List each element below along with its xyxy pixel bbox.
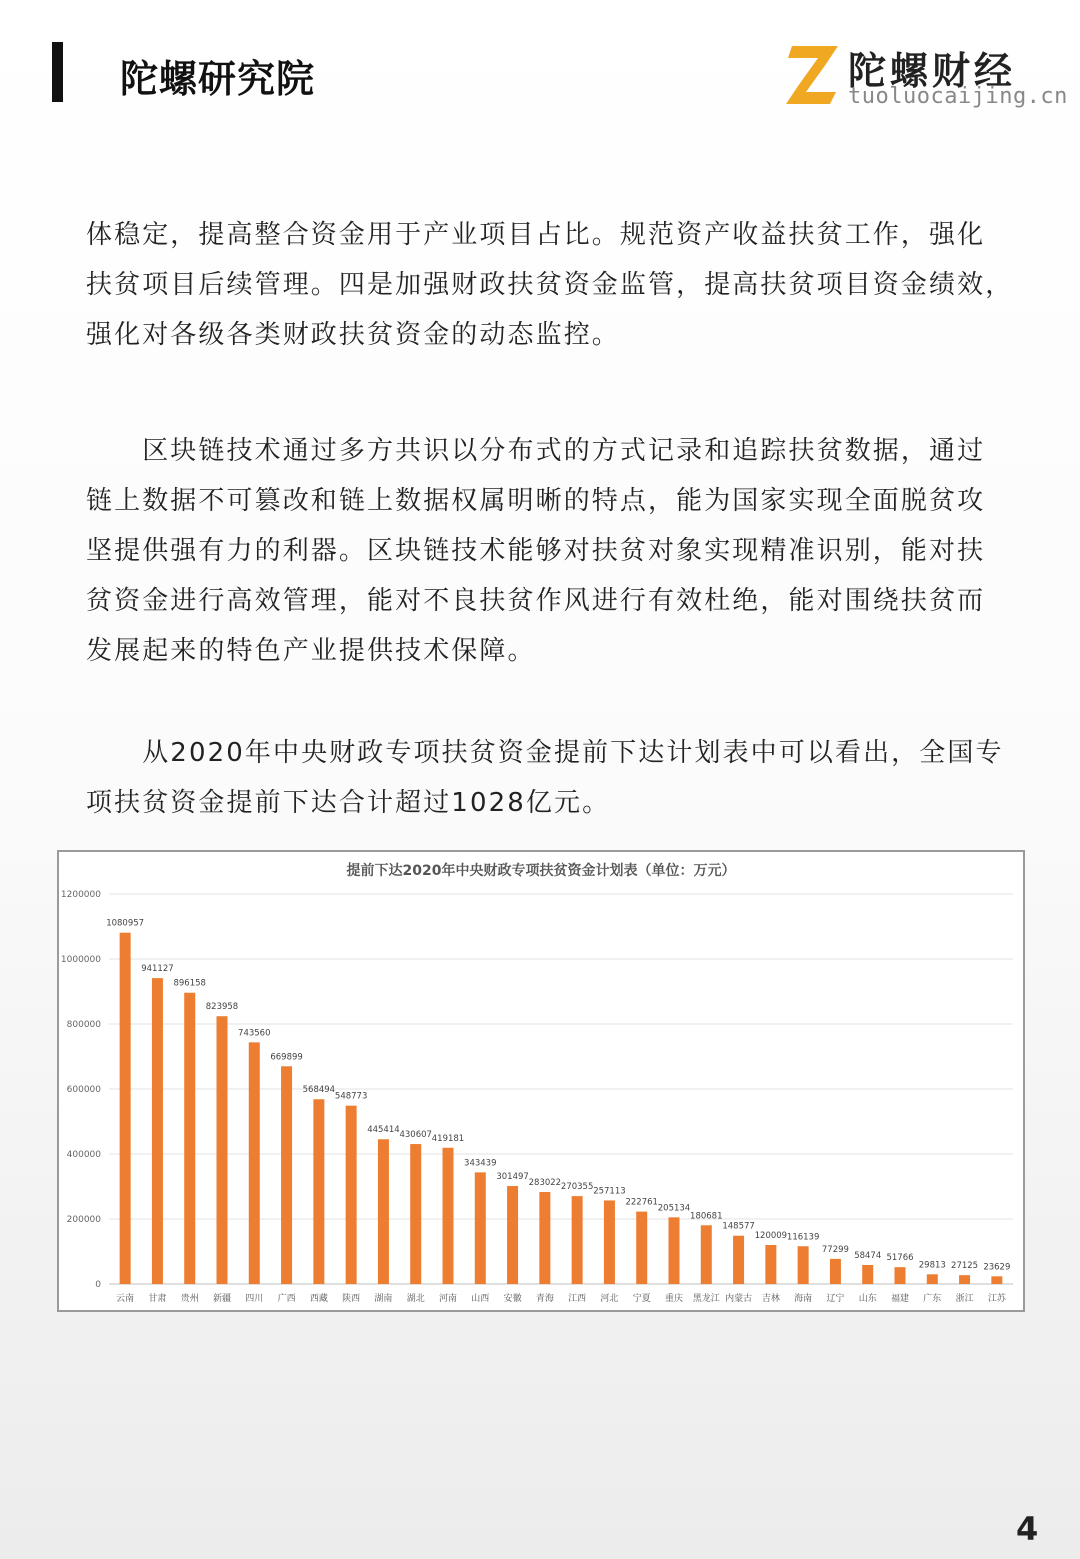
text-line: 强化对各级各类财政扶贫资金的动态监控。: [86, 320, 620, 350]
x-tick-label: 江西: [568, 1294, 587, 1304]
y-tick-label: 800000: [66, 1020, 101, 1030]
x-tick-label: 河北: [600, 1294, 619, 1304]
text-line: 贫资金进行高效管理，能对不良扶贫作风进行有效杜绝，能对围绕扶贫而: [86, 586, 986, 616]
x-tick-label: 黑龙江: [692, 1294, 720, 1304]
paragraph-3: [86, 728, 1004, 828]
x-tick-label: 辽宁: [826, 1294, 845, 1304]
y-tick-label: 400000: [66, 1150, 101, 1160]
data-label: 23629: [983, 1262, 1011, 1273]
z-logo-icon: [786, 44, 840, 106]
x-tick-label: 青海: [535, 1294, 554, 1304]
x-tick-label: 河南: [438, 1294, 458, 1304]
x-tick-label: 安徽: [503, 1294, 522, 1304]
bar-河北: [604, 1200, 615, 1284]
bar-湖北: [410, 1144, 421, 1284]
bar-西藏: [313, 1099, 324, 1284]
bar-四川: [249, 1042, 260, 1284]
y-tick-label: 1000000: [60, 955, 101, 965]
text-line: 发展起来的特色产业提供技术保障。: [86, 636, 536, 666]
page-header-title: 陀螺研究院: [120, 57, 316, 101]
chart-plot: [59, 852, 1023, 1310]
bar-浙江: [959, 1275, 970, 1284]
data-label: 148577: [722, 1221, 755, 1232]
bar-重庆: [669, 1217, 680, 1284]
chart-title: 提前下达2020年中央财政专项扶贫资金计划表（单位：万元）: [346, 863, 736, 879]
text-line: 链上数据不可篡改和链上数据权属明晰的特点，能为国家实现全面脱贫攻: [86, 486, 986, 516]
x-tick-label: 湖南: [374, 1294, 393, 1304]
bar-江西: [572, 1196, 583, 1284]
data-label: 120009: [754, 1230, 788, 1241]
x-tick-label: 陕西: [342, 1294, 361, 1304]
logo-name: 陀螺财经: [848, 49, 1017, 93]
data-label: 51766: [886, 1253, 914, 1264]
data-label: 823958: [205, 1002, 239, 1013]
bar-新疆: [217, 1016, 228, 1284]
bar-chart: [57, 850, 1025, 1312]
y-tick-label: 200000: [66, 1215, 101, 1225]
data-label: 180681: [690, 1211, 723, 1222]
bar-湖南: [378, 1139, 389, 1284]
data-label: 270355: [560, 1182, 594, 1193]
data-label: 27125: [951, 1261, 979, 1272]
bar-陕西: [346, 1106, 357, 1284]
bar-甘肃: [152, 978, 163, 1284]
bar-贵州: [184, 993, 195, 1284]
data-label: 445414: [367, 1125, 400, 1136]
x-tick-label: 广东: [923, 1294, 942, 1304]
x-tick-label: 西藏: [309, 1294, 328, 1304]
bar-江苏: [991, 1276, 1002, 1284]
bar-安徽: [507, 1186, 518, 1284]
x-tick-label: 福建: [890, 1294, 910, 1304]
text-line: 从2020年中央财政专项扶贫资金提前下达计划表中可以看出，全国专: [86, 738, 1004, 768]
data-label: 548773: [334, 1091, 368, 1102]
x-tick-label: 山西: [471, 1294, 490, 1304]
data-label: 29813: [918, 1260, 946, 1271]
x-tick-label: 广西: [277, 1294, 296, 1304]
data-label: 301497: [496, 1172, 529, 1183]
paragraph-1: [86, 210, 1013, 360]
logo-url: tuoluocaijing.cn: [848, 84, 1068, 109]
x-tick-label: 浙江: [955, 1294, 974, 1304]
brand-logo: [786, 40, 1068, 110]
paragraph-2: [86, 426, 985, 676]
data-label: 58474: [854, 1250, 882, 1261]
text-line: 扶贫项目后续管理。四是加强财政扶贫资金监管，提高扶贫项目资金绩效，: [86, 270, 1014, 300]
data-label: 941127: [141, 964, 174, 975]
bar-青海: [539, 1192, 550, 1284]
x-tick-label: 吉林: [761, 1294, 780, 1304]
x-tick-label: 湖北: [406, 1294, 425, 1304]
x-tick-label: 新疆: [212, 1294, 232, 1304]
bar-山西: [475, 1172, 486, 1284]
x-tick-label: 海南: [794, 1294, 813, 1304]
y-tick-label: 0: [95, 1280, 101, 1290]
x-tick-label: 云南: [116, 1294, 135, 1304]
bar-海南: [798, 1246, 809, 1284]
bar-辽宁: [830, 1259, 841, 1284]
bar-黑龙江: [701, 1225, 712, 1284]
bar-内蒙古: [733, 1236, 744, 1284]
bar-山东: [862, 1265, 873, 1284]
data-label: 116139: [786, 1232, 820, 1243]
text-line: 体稳定，提高整合资金用于产业项目占比。规范资产收益扶贫工作，强化: [86, 220, 986, 250]
text-line: 坚提供强有力的利器。区块链技术能够对扶贫对象实现精准识别，能对扶: [86, 536, 986, 566]
x-tick-label: 宁夏: [632, 1294, 651, 1304]
data-label: 257113: [593, 1186, 626, 1197]
y-tick-label: 1200000: [60, 890, 101, 900]
data-label: 1080957: [106, 918, 145, 929]
x-tick-label: 四川: [245, 1294, 264, 1304]
data-label: 205134: [657, 1203, 691, 1214]
y-tick-label: 600000: [66, 1085, 101, 1095]
bar-宁夏: [636, 1212, 647, 1284]
x-tick-label: 山东: [858, 1294, 877, 1304]
bar-广东: [927, 1274, 938, 1284]
x-tick-label: 贵州: [180, 1294, 199, 1304]
x-tick-label: 内蒙古: [725, 1294, 753, 1304]
data-label: 343439: [464, 1158, 497, 1169]
data-label: 669899: [270, 1052, 303, 1063]
header-accent-bar: [52, 42, 63, 102]
bar-福建: [895, 1267, 906, 1284]
x-tick-label: 江苏: [987, 1294, 1006, 1304]
data-label: 222761: [625, 1197, 658, 1208]
data-label: 419181: [431, 1133, 465, 1144]
x-tick-label: 甘肃: [148, 1294, 167, 1304]
bar-吉林: [765, 1245, 776, 1284]
x-tick-label: 重庆: [664, 1294, 684, 1304]
data-label: 77299: [821, 1244, 849, 1255]
bar-云南: [120, 933, 131, 1284]
data-label: 743560: [238, 1028, 271, 1039]
text-line: 项扶贫资金提前下达合计超过1028亿元。: [86, 788, 611, 818]
data-label: 283022: [528, 1178, 562, 1189]
data-label: 568494: [302, 1085, 336, 1096]
data-label: 896158: [173, 978, 206, 989]
data-label: 430607: [399, 1130, 432, 1141]
bar-广西: [281, 1066, 292, 1284]
page-number: 4: [1016, 1510, 1039, 1548]
text-line: 区块链技术通过多方共识以分布式的方式记录和追踪扶贫数据，通过: [86, 436, 986, 466]
bar-河南: [443, 1148, 454, 1284]
